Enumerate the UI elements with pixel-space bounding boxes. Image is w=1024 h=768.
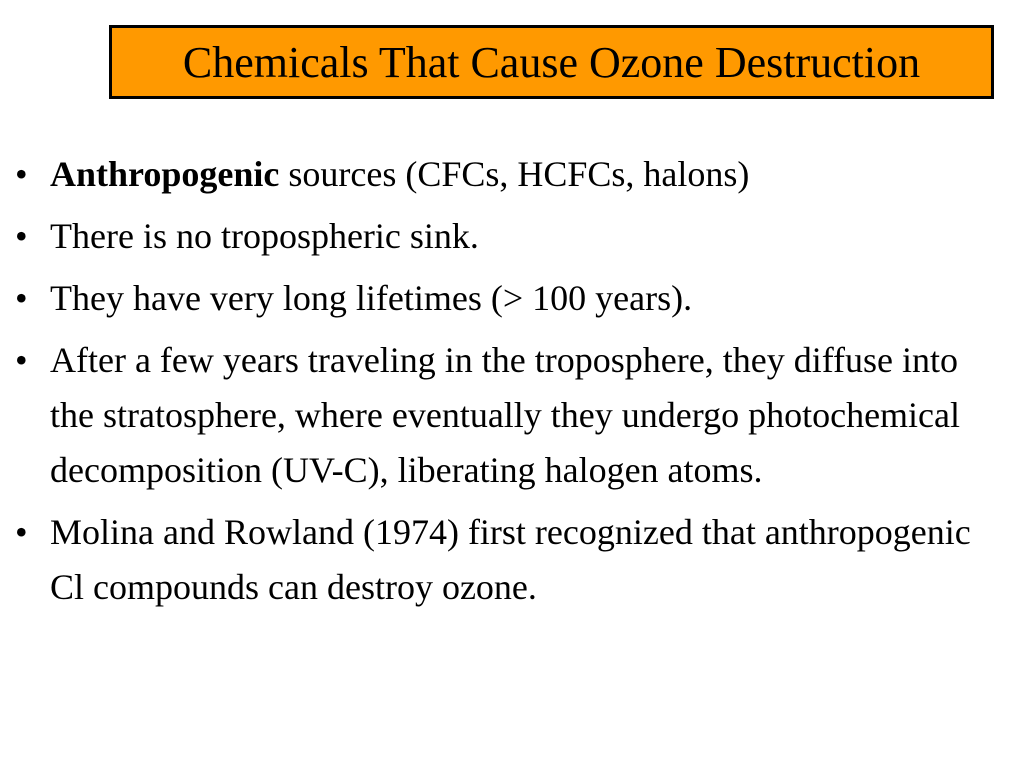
slide-title-box <box>109 25 994 99</box>
bullet-item-no-sink <box>15 209 1005 264</box>
bullet-text: After a few years traveling in the troposphere, they diffuse into the stratosphere, where eventually they undergo photochemical decomposition (UV-C), liberating halogen atoms. <box>50 340 961 490</box>
bullet-text: sources (CFCs, HCFCs, halons) <box>279 154 750 194</box>
bullet-icon: • <box>15 278 28 318</box>
bullet-list <box>15 147 1005 622</box>
bullet-bold-term: Anthropogenic <box>50 154 280 194</box>
bullet-icon: • <box>15 154 28 194</box>
bullet-icon: • <box>15 340 28 380</box>
bullet-item-lifetimes <box>15 271 1005 326</box>
bullet-text: There is no tropospheric sink. <box>50 216 479 256</box>
bullet-text: Molina and Rowland (1974) first recognized that anthropogenic Cl compounds can destroy ozone. <box>50 512 971 607</box>
bullet-item-anthropogenic <box>15 147 1005 202</box>
bullet-text: They have very long lifetimes (> 100 years). <box>50 278 693 318</box>
bullet-icon: • <box>15 512 28 552</box>
bullet-item-diffusion <box>15 333 1005 498</box>
slide-title: Chemicals That Cause Ozone Destruction <box>182 38 921 87</box>
bullet-item-molina-rowland <box>15 505 1005 615</box>
bullet-icon: • <box>15 216 28 256</box>
